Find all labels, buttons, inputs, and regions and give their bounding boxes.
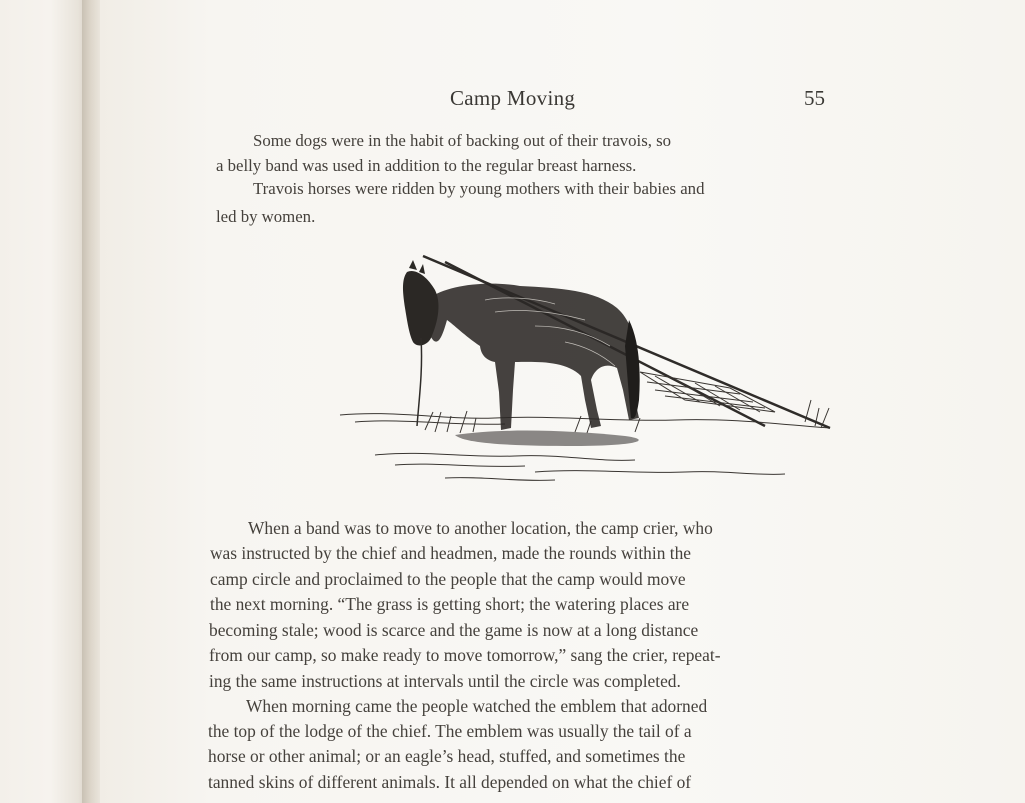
ground-shadow: [455, 431, 639, 446]
running-head: Camp Moving: [450, 86, 576, 110]
text-line: from our camp, so make ready to move tomorrow,” sang the crier, repeat-: [209, 645, 721, 665]
text-line: the top of the lodge of the chief. The emblem was usually the tail of a: [208, 721, 692, 741]
text-line: camp circle and proclaimed to the people that the camp would move: [210, 569, 686, 589]
page-number: 55: [804, 86, 825, 110]
text-line: Travois horses were ridden by young mothers with their babies and: [253, 179, 705, 198]
text-line: the next morning. “The grass is getting short; the watering places are: [210, 594, 690, 614]
text-line: becoming stale; wood is scarce and the game is now at a long distance: [209, 620, 699, 640]
horse-travois-illustration: [335, 250, 835, 490]
text-line: Some dogs were in the habit of backing out of their travois, so: [253, 131, 672, 150]
text-line: When a band was to move to another location, the camp crier, who: [248, 518, 713, 538]
text-line: led by women.: [216, 207, 316, 226]
left-page-edge: [0, 0, 92, 803]
lead-rope: [417, 338, 422, 426]
text-line: a belly band was used in addition to the regular breast harness.: [216, 156, 637, 175]
horse: [403, 260, 639, 430]
text-line: ing the same instructions at intervals until the circle was completed.: [209, 671, 681, 691]
text-line: horse or other animal; or an eagle’s head, stuffed, and sometimes the: [208, 746, 686, 766]
text-line: When morning came the people watched the emblem that adorned: [246, 696, 708, 716]
text-line: tanned skins of different animals. It all depended on what the chief of: [208, 772, 692, 792]
text-line: was instructed by the chief and headmen, made the rounds within the: [210, 543, 692, 563]
travois-netting: [640, 372, 775, 412]
